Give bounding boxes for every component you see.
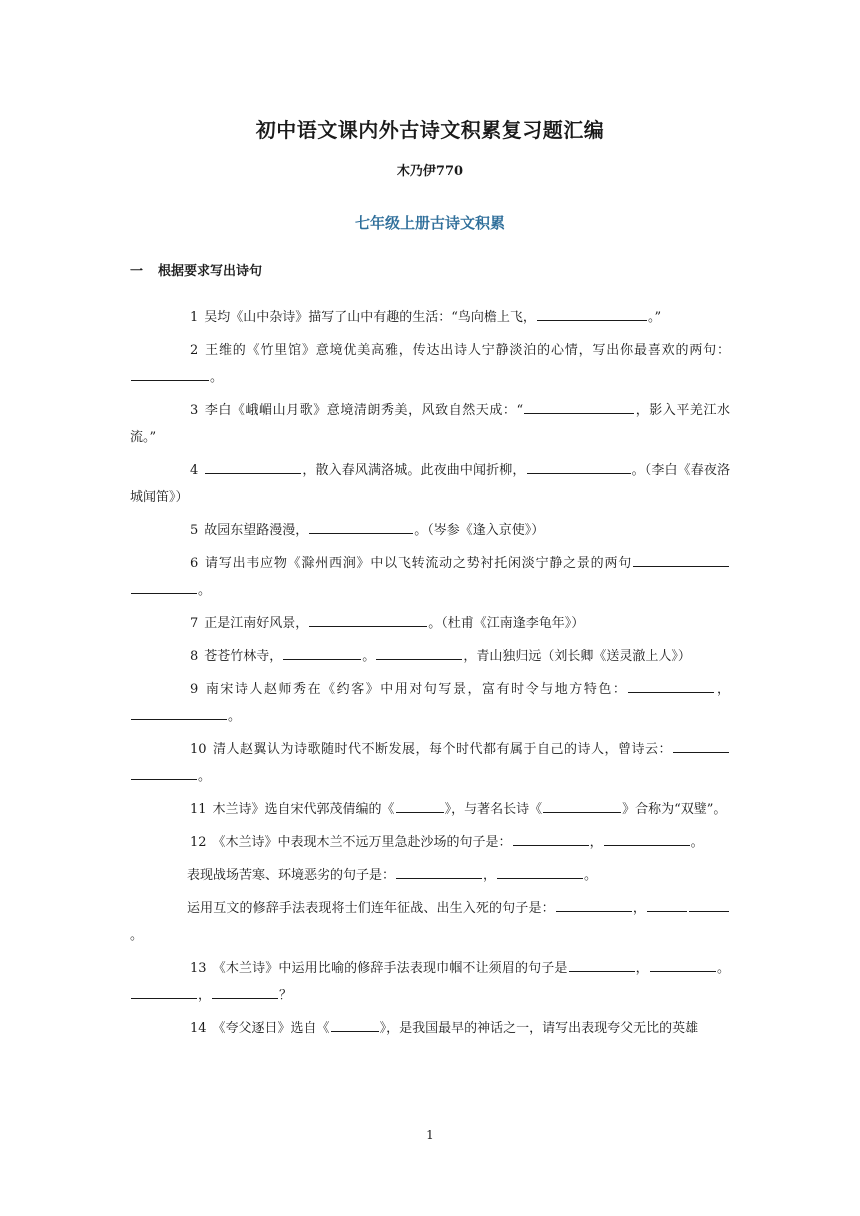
question-text-after: 。（杜甫《江南逢李龟年》） [428,616,585,631]
question-text-after: ，青山独归远（刘长卿《送灵澈上人》） [463,649,691,664]
answer-blank[interactable] [650,955,716,972]
question-number: 8 [190,649,199,664]
question-text-mid-2: 。 [716,961,730,976]
question-text: 李白《峨嵋山月歌》意境清朗秀美，风致自然天成：“ [204,403,524,418]
question-number: 2 [190,343,199,358]
answer-blank[interactable] [376,643,462,660]
question-text-after: 。 [198,769,212,784]
question-6 [130,550,730,604]
answer-blank[interactable] [537,304,647,321]
question-text-after: 。 [210,370,224,385]
answer-blank[interactable] [131,703,227,720]
question-text-after: 。 [690,835,704,850]
question-text-mid: 》，是我国最早的神话之一，请写出表现夸父无比的英雄 [379,1021,699,1036]
question-14 [130,1015,730,1042]
question-number: 7 [190,616,199,631]
question-2 [130,337,730,391]
question-1 [130,304,730,331]
question-text: 表现战场苦寒、环境恶劣的句子是： [187,868,396,883]
question-number: 13 [190,961,207,976]
question-3 [130,397,730,451]
question-text-mid: 。 [362,649,376,664]
question-number: 14 [190,1021,207,1036]
part-title: 根据要求写出诗句 [158,264,263,279]
question-12-part-3 [130,895,730,949]
answer-blank[interactable] [524,397,634,414]
question-8 [130,643,730,670]
question-number: 12 [190,835,207,850]
answer-blank[interactable] [689,895,729,912]
question-list [130,304,730,1048]
question-number: 3 [190,403,199,418]
document-title: 初中语文课内外古诗文积累复习题汇编 [255,118,605,142]
answer-blank[interactable] [647,895,687,912]
question-text-after: 。” [647,310,662,325]
answer-blank[interactable] [331,1015,379,1032]
question-text: 《木兰诗》中表现木兰不远万里急赴沙场的句子是： [212,835,512,850]
question-text-mid: ，散入春风满洛城。此夜曲中闻折柳， [302,463,526,478]
question-10 [130,736,730,790]
question-text: 木兰诗》选自宋代郭茂倩编的《 [212,802,395,817]
answer-blank[interactable] [131,364,209,381]
answer-blank[interactable] [131,763,197,780]
question-text-after: ？ [279,988,293,1003]
question-text-mid: ， [715,682,730,697]
question-number: 5 [190,523,199,538]
question-text-mid: ， [483,868,497,883]
question-number: 4 [190,463,199,478]
answer-blank[interactable] [396,862,482,879]
answer-blank[interactable] [604,829,690,846]
question-number: 9 [190,682,199,697]
answer-blank[interactable] [556,895,632,912]
question-text-after: 。 [130,928,144,943]
question-text-mid: ， [632,901,646,916]
answer-blank[interactable] [527,457,631,474]
answer-blank[interactable] [628,676,714,693]
question-text: 请写出韦应物《滁州西涧》中以飞转流动之势衬托闲淡宁静之景的两句 [204,556,632,571]
question-text: 运用互文的修辞手法表现将士们连年征战、出生入死的句子是： [187,901,555,916]
question-text: 故园东望路漫漫， [204,523,309,538]
question-text-after: 。 [584,868,598,883]
question-text-mid: ， [635,961,649,976]
question-number: 1 [190,310,199,325]
answer-blank[interactable] [497,862,583,879]
question-number: 11 [190,802,207,817]
question-text-after: 。 [228,709,242,724]
question-5 [130,517,730,544]
question-text-mid: ， [589,835,603,850]
answer-blank[interactable] [513,829,589,846]
question-9 [130,676,730,730]
question-text-after: 。（岑参《逢入京使》） [414,523,545,538]
question-11 [130,796,730,823]
question-text-mid: 》，与著名长诗《 [444,802,543,817]
question-text: 正是江南好风景， [204,616,309,631]
question-text: 《夸父逐日》选自《 [212,1021,330,1036]
document-author: 木乃伊770 [396,164,464,179]
answer-blank[interactable] [543,796,621,813]
answer-blank[interactable] [633,550,729,567]
question-text-mid-3: ， [198,988,212,1003]
section-title: 七年级上册古诗文积累 [354,214,505,232]
page-number: 1 [426,1128,434,1142]
question-text-after: ，影入平羌江水流。” [130,403,730,445]
question-text: 《木兰诗》中运用比喻的修辞手法表现巾帼不让须眉的句子是 [212,961,568,976]
question-text-after: 。（李白《春夜洛城闻笛》） [130,463,730,505]
question-4 [130,457,730,511]
part-heading [130,260,262,279]
question-text: 清人赵翼认为诗歌随时代不断发展，每个时代都有属于自己的诗人，曾诗云： [212,742,672,757]
answer-blank[interactable] [673,736,729,753]
question-text: 苍苍竹林寺， [204,649,283,664]
answer-blank[interactable] [309,517,413,534]
answer-blank[interactable] [283,643,361,660]
answer-blank[interactable] [131,577,197,594]
question-13 [130,955,730,1009]
question-text: 王维的《竹里馆》意境优美高雅，传达出诗人宁静淡泊的心情，写出你最喜欢的两句： [204,343,730,358]
answer-blank[interactable] [569,955,635,972]
question-12-part-2 [130,862,730,889]
question-text: 南宋诗人赵师秀在《约客》中用对句写景，富有时令与地方特色： [204,682,628,697]
question-7 [130,610,730,637]
part-number: 一 [130,264,144,279]
answer-blank[interactable] [396,796,444,813]
answer-blank[interactable] [131,982,197,999]
question-number: 6 [190,556,199,571]
question-text-after: 。 [198,583,212,598]
question-number: 10 [190,742,207,757]
question-12 [130,829,730,856]
question-text-after: 》合称为“双璧”。 [622,802,727,817]
answer-blank[interactable] [309,610,427,627]
answer-blank[interactable] [205,457,301,474]
question-text: 吴均《山中杂诗》描写了山中有趣的生活：“鸟向檐上飞， [204,310,536,325]
answer-blank[interactable] [212,982,278,999]
